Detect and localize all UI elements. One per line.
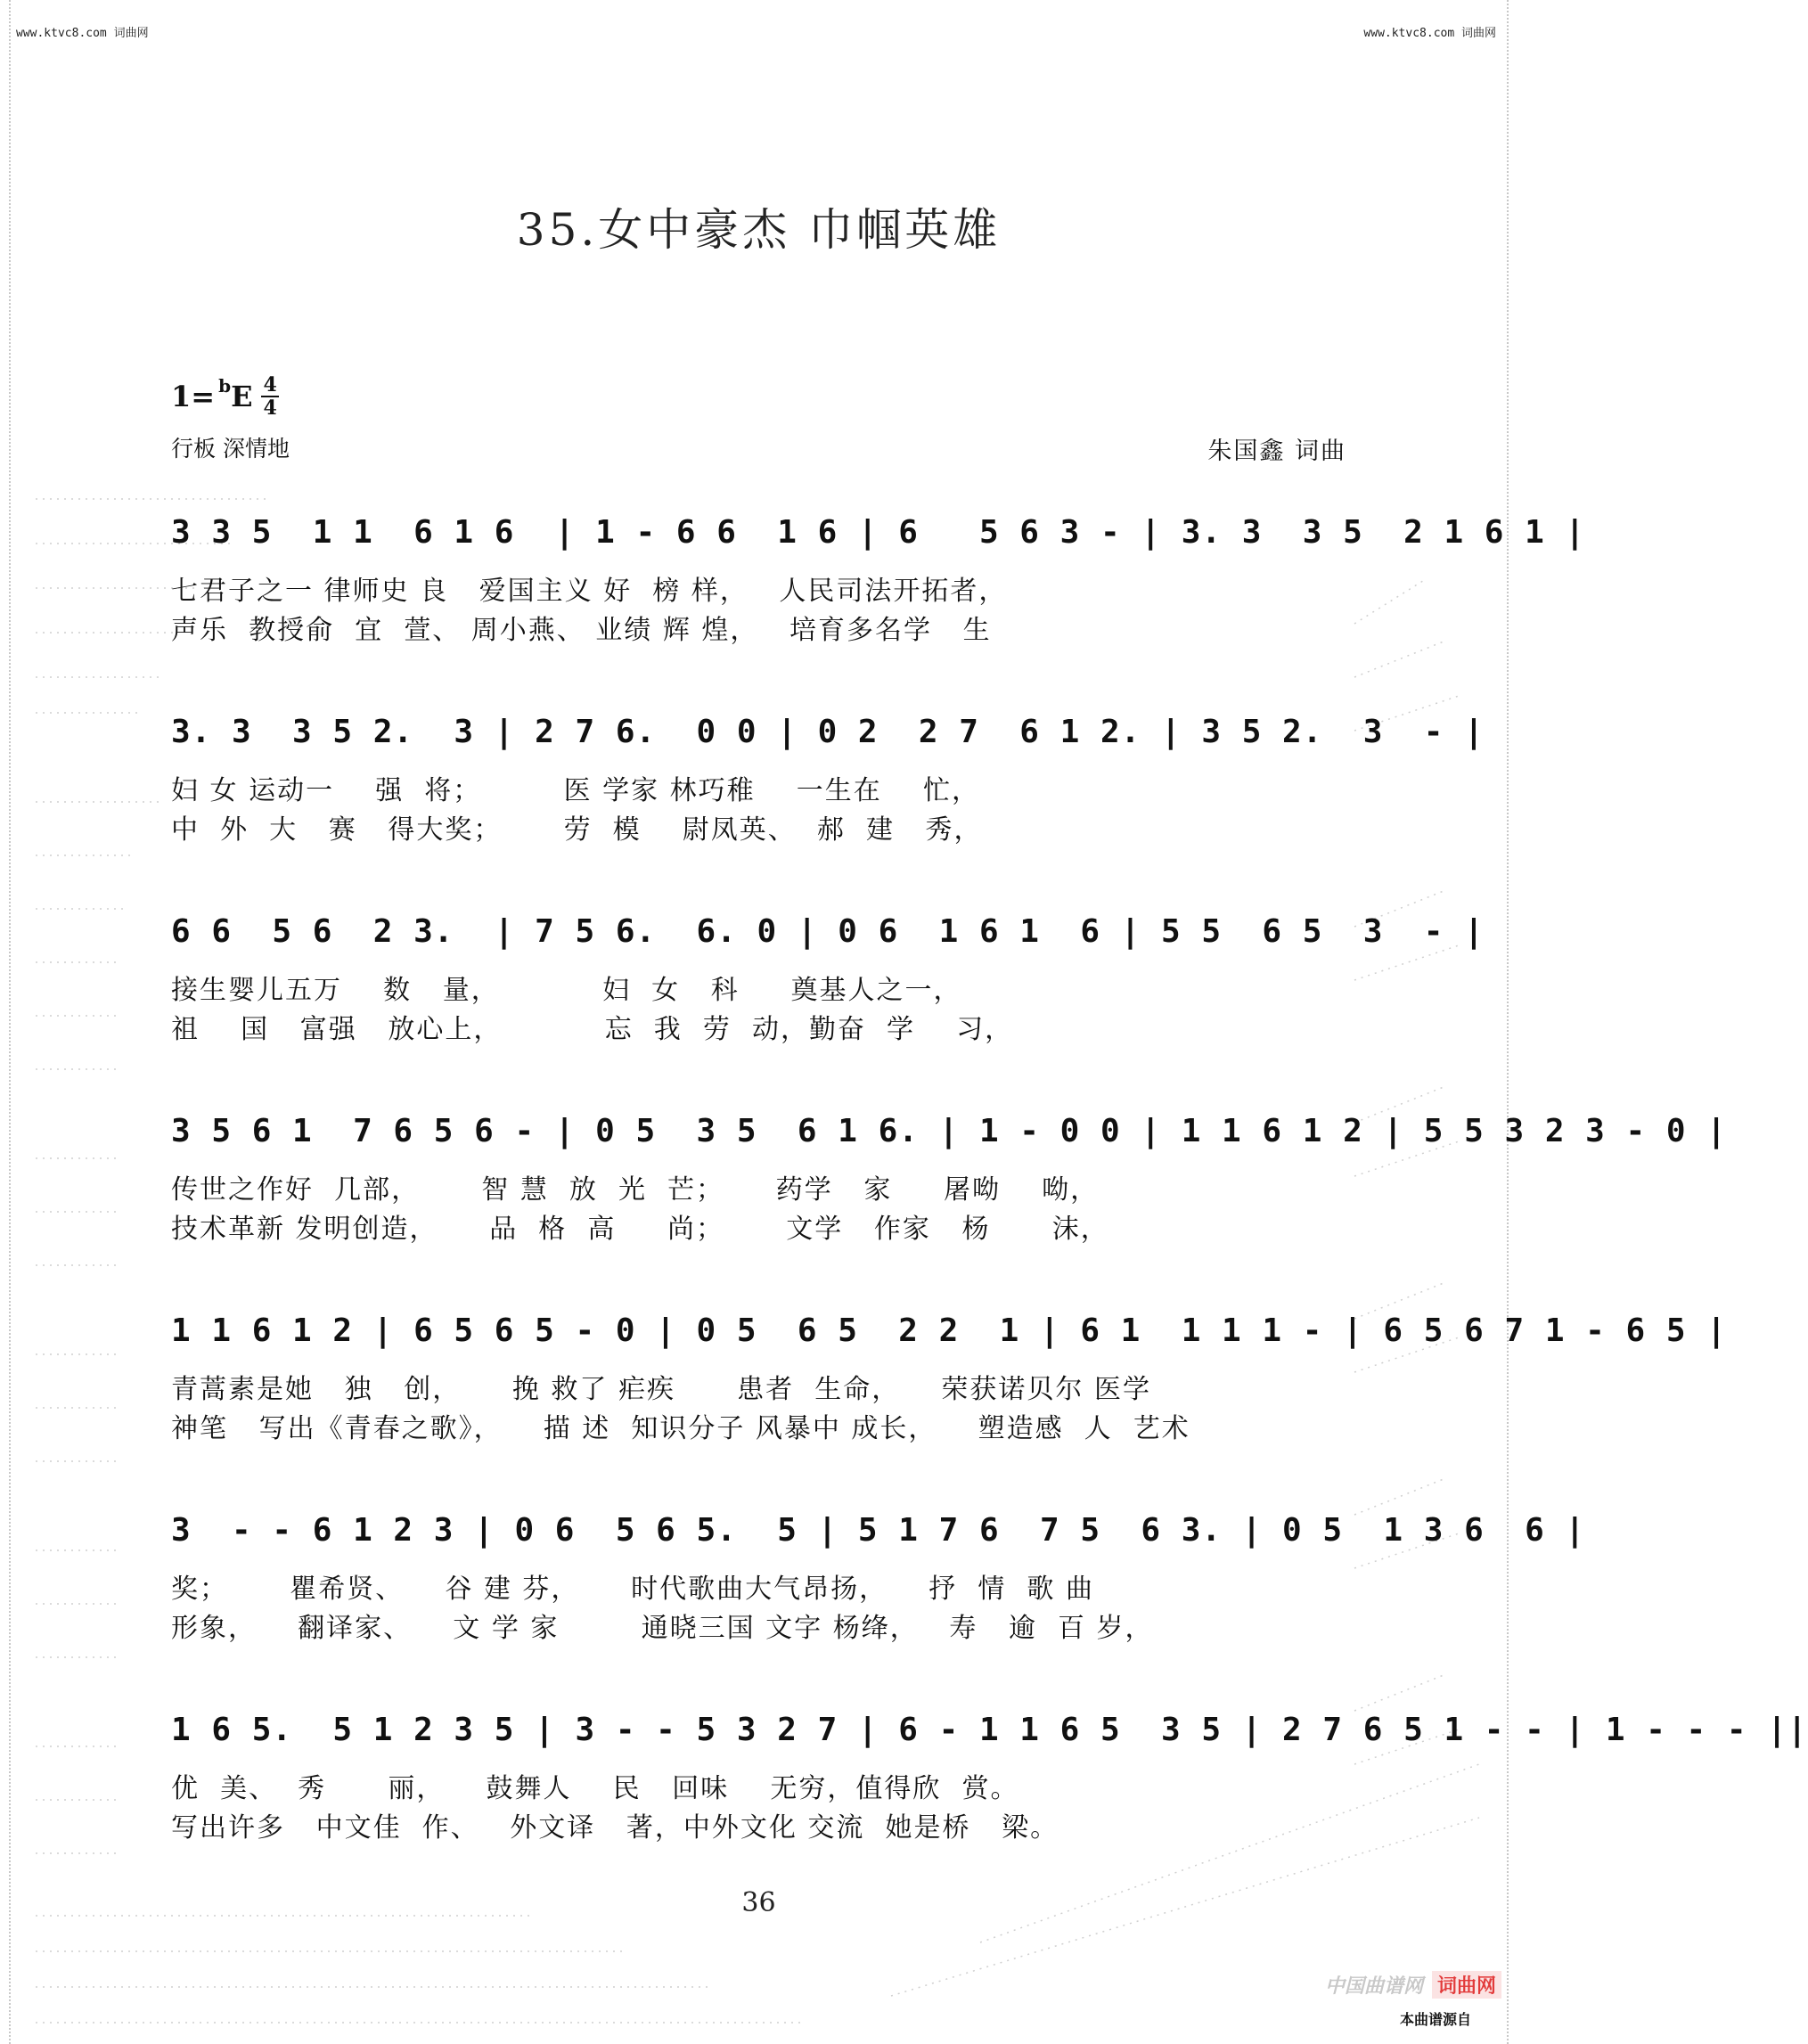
notation-line: 3 3 5 1 1 6 1 6 | 1 - 6 6 1 6 | 6 5 6 3 - | 3. 3 3 5 2 1 6 1 | <box>171 514 1586 551</box>
meter-bottom: 4 <box>263 397 277 420</box>
lyric-verse-1: 青蒿素是她 独 创， 挽 救了 疟疾 患者 生命， 荣获诺贝尔 医学 <box>171 1374 1151 1405</box>
page-number: 36 <box>741 1887 776 1918</box>
song-title: 35.女中豪杰 巾帼英雄 <box>516 204 1002 256</box>
flat-symbol: b <box>218 375 232 397</box>
lyric-verse-2: 写出许多 中文佳 作、 外文译 著，中外文化 交流 她是桥 梁。 <box>171 1812 1059 1844</box>
lyric-verse-2: 神笔 写出《青春之歌》， 描 述 知识分子 风暴中 成长， 塑造感 人 艺术 <box>171 1413 1190 1444</box>
lyric-verse-1: 七君子之一 律师史 良 爱国主义 好 榜 样， 人民司法开拓者， <box>171 576 1008 607</box>
lyric-verse-2: 祖 国 富强 放心上， 忘 我 劳 动，勤奋 学 习， <box>171 1014 1014 1045</box>
composer-credit: 朱国鑫 词曲 <box>1207 437 1346 465</box>
meter-top: 4 <box>263 373 277 397</box>
lyric-verse-1: 传世之作好 几部， 智 慧 放 光 芒； 药学 家 屠呦 呦， <box>171 1174 1100 1206</box>
notation-line: 3 5 6 1 7 6 5 6 - | 0 5 3 5 6 1 6. | 1 - 0 0 | 1 1 6 1 2 | 5 5 3 2 3 - 0 | <box>171 1113 1727 1149</box>
notation-line: 3. 3 3 5 2. 3 | 2 7 6. 0 0 | 0 2 2 7 6 1 2. | 3 5 2. 3 - | <box>171 714 1485 750</box>
notation-line: 3 - - 6 1 2 3 | 0 6 5 6 5. 5 | 5 1 7 6 7 5 6 3. | 0 5 1 3 6 6 | <box>171 1512 1586 1549</box>
notation-line: 1 6 5. 5 1 2 3 5 | 3 - - 5 3 2 7 | 6 - 1 1 6 5 3 5 | 2 7 6 5 1 - - | 1 - - - || <box>171 1712 1808 1748</box>
watermark-logo-right: 词曲网 <box>1432 1971 1501 1999</box>
tempo-marking: 行板 深情地 <box>171 436 290 462</box>
key-prefix: 1= <box>171 380 216 413</box>
watermark-logo-left: 中国曲谱网 <box>1324 1975 1423 1998</box>
lyric-verse-1: 优 美、 秀 丽， 鼓舞人 民 回味 无穷，值得欣 赏。 <box>171 1773 1019 1804</box>
footer-source-text: 本曲谱源自 <box>1399 2011 1471 2028</box>
notation-line: 1 1 6 1 2 | 6 5 6 5 - 0 | 0 5 6 5 2 2 1 | 6 1 1 1 1 - | 6 5 6 7 1 - 6 5 | <box>171 1312 1727 1349</box>
lyric-verse-2: 技术革新 发明创造， 品 格 高 尚； 文学 作家 杨 沫， <box>171 1214 1109 1245</box>
notation-line: 6 6 5 6 2 3. | 7 5 6. 6. 0 | 0 6 1 6 1 6 | 5 5 6 5 3 - | <box>171 913 1485 950</box>
key-letter: E <box>231 380 253 413</box>
lyric-verse-2: 声乐 教授俞 宜 萱、 周小燕、 业绩 辉 煌， 培育多名学 生 <box>171 615 992 646</box>
left-edge-strip <box>0 0 11 2044</box>
lyric-verse-1: 奖； 瞿希贤、 谷 建 芬， 时代歌曲大气昂扬， 抒 情 歌 曲 <box>171 1574 1094 1605</box>
time-signature <box>261 374 278 419</box>
header-site-right: www.ktvc8.com 词曲网 <box>1363 27 1496 40</box>
lyric-verse-1: 接生婴儿五万 数 量， 妇 女 科 奠基人之一， <box>171 975 962 1006</box>
key-signature <box>171 374 279 419</box>
lyric-verse-2: 形象， 翻译家、 文 学 家 通晓三国 文字 杨绛， 寿 逾 百 岁， <box>171 1613 1154 1644</box>
footer-logo <box>1270 1971 1501 1998</box>
lyric-verse-1: 妇 女 运动一 强 将； 医 学家 林巧稚 一生在 忙， <box>171 775 980 806</box>
header-site-left: www.ktvc8.com 词曲网 <box>16 27 149 40</box>
lyric-verse-2: 中 外 大 赛 得大奖； 劳 模 尉凤英、 郝 建 秀， <box>171 814 983 846</box>
